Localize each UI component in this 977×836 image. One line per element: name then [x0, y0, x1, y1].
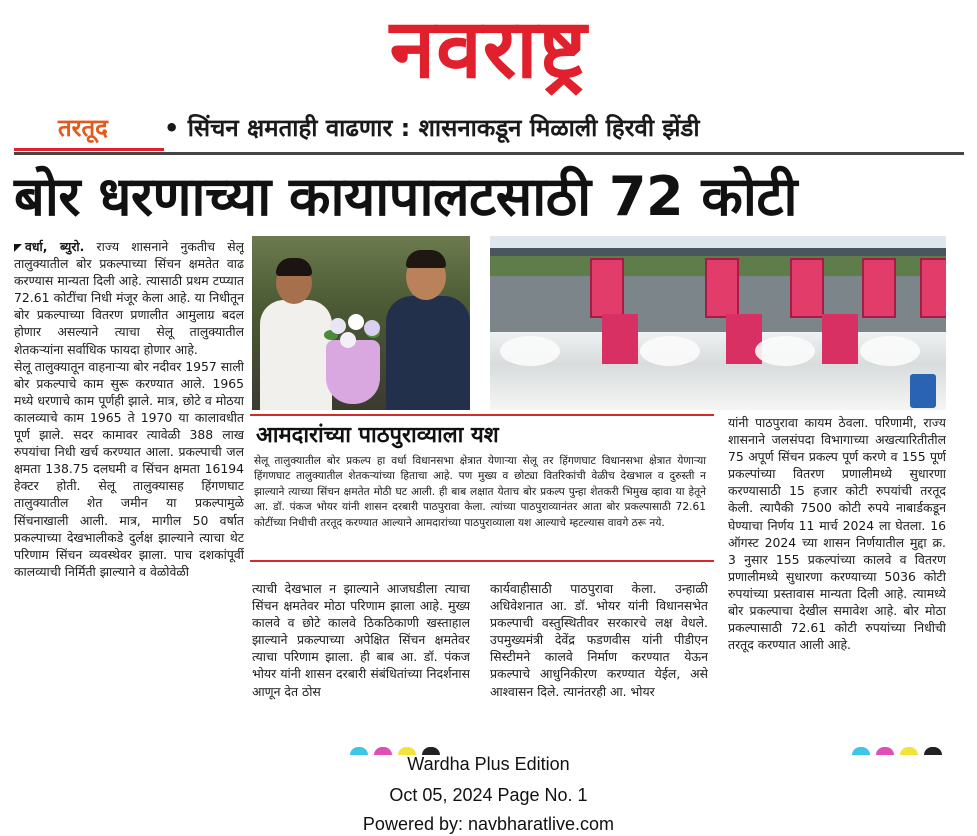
- article-column-3: [490, 580, 708, 738]
- kicker-subheading: • सिंचन क्षमताही वाढणार : शासनाकडून मिळाली हिरवी झेंडी: [164, 114, 700, 142]
- masthead: [0, 0, 977, 108]
- sidebar-title: आमदारांच्या पाठपुराव्याला यश: [256, 423, 499, 448]
- sidebar-text: सेलू तालुक्यातील बोर प्रकल्प हा वर्धा विधानसभा क्षेत्रात येणाऱ्या सेलू तर हिंगणघाट विधानसभा क्षेत्रात येणाऱ्या हिंगणघाट तालुक्यातील शेतकऱ्यांच्या हिताचा आहे. पण मुख्य व छोट्या वितरिकांची वेळीच देखभाल व दुरुस्ती न झाल्याने त्याच्या सिंचन क्षमतेत मोठी घट आली. ही बाब लक्षात येताच बोर प्रकल्प पुन्हा शेतकरी भिमुख व्हावा या हेतूने आ. डॉ. पंकज भोयर यांनी शासन दरबारी पाठपुरावा केला. त्यांच्या पाठपुराव्यानंतर आता बोर प्रकल्पासाठी 72.61 कोटींच्या निधीची तरतूद करण्यात आल्याने आमदारांच्या पाठपुराव्याला यश आल्याचे म्हटल्यास वावगे ठरू नये.: [254, 455, 706, 529]
- article-lead-paragraph: [14, 238, 244, 358]
- article-paragraph-3: त्याची देखभाल न झाल्याने आजघडीला त्याचा सिंचन क्षमतेवर मोठा परिणाम झाला आहे. मुख्य कालवे व छोटे कालवे ठिकठिकाणी खस्ताहाल झाल्याने प्रकल्पाच्या अपेक्षित सिंचन क्षमतेवर त्याचा परिणाम झाला. ही बाब आ. डॉ. पंकज भोयर यांनी शासन दरबारी संबंधितांच्या निदर्शनास आणून देत ठोस: [252, 581, 470, 699]
- bouquet-icon: [318, 314, 388, 404]
- section-tag-underline: [14, 148, 164, 151]
- section-tag: तरतूद: [58, 114, 108, 142]
- person-right-figure: [382, 246, 470, 410]
- photo-bor-dam: [490, 236, 946, 410]
- kicker-row: [14, 110, 964, 150]
- headline-rule: [14, 152, 964, 155]
- article-column-4: [728, 414, 946, 738]
- article-paragraph-5: यांनी पाठपुरावा कायम ठेवला. परिणामी, राज्य शासनाने जलसंपदा विभागाच्या अखत्यारितीतील 75 अपूर्ण सिंचन प्रकल्प पूर्ण करणे व 155 पूर्ण प्रकल्पांच्या वितरण प्रणालीमध्ये सुधारणा करण्यासाठी 15 हजार कोटी रुपयांची तरतूद केली. त्यापैकी 7500 कोटी रुपये नाबार्डकडून घेण्याचा निर्णय 11 मार्च 2024 ला घेतला. 16 ऑगस्ट 2024 च्या शासन निर्णयातील मुद्दा क्र. 3 नुसार 155 प्रकल्पांच्या कालवे व वितरण प्रणालीमध्ये सुधारणा करण्याच्या 5036 कोटी रुपयांच्या प्रस्तावास मान्यता दिली आहे. त्यामध्ये बोर प्रकल्पाचा देखील समावेश आहे. बोर मोठा प्रकल्पासाठी 72.61 कोटी रुपयांच्या निधीची तरतूद करण्यात आली आहे.: [728, 415, 946, 653]
- article-column-2: [252, 580, 470, 738]
- newspaper-logo: नवराष्ट्र: [389, 2, 588, 97]
- sidebar-bottom-rule: [250, 560, 714, 562]
- article-column-1: [14, 238, 244, 738]
- print-registration-marks-right: [852, 740, 948, 750]
- print-registration-marks: [350, 740, 446, 750]
- lead-text: राज्य शासनाने नुकतीच सेलू तालुक्यातील बोर प्रकल्पाच्या सिंचन क्षमतेत वाढ करण्यास मान्यता दिली आहे. त्यासाठी प्रथम टप्प्यात 72.61 कोटींचा निधी मंजूर केला आहे. या निधीतून बोर प्रकल्पाच्या वितरण प्रणालीत आमुलाग्र बदल होणार असल्याने त्याचा सेलू तालुक्यातील शेतकऱ्यांना सर्वाधिक फायदा होणार आहे.: [14, 239, 244, 357]
- dateline-marker-icon: [14, 244, 22, 252]
- sidebar-box: [250, 414, 714, 566]
- sidebar-top-rule: [250, 414, 714, 416]
- article-paragraph-4: कार्यवाहीसाठी पाठपुरावा केला. उन्हाळी अधिवेशनात आ. डॉ. भोयर यांनी विधानसभेत प्रकल्पाची वस्तुस्थितीवर सरकारचे लक्ष वेधले. उपमुख्यमंत्री देवेंद्र फडणवीस यांनी पीडीएन सिस्टीमने कालवे निर्माण करण्यात येऊन प्रकल्पाचे आधुनिकीरण करण्यात येईल, असे आश्वासन दिले. त्यानंतरही आ. भोयर: [490, 581, 708, 699]
- article-paragraph-2: सेलू तालुक्यातून वाहनाऱ्या बोर नदीवर 1957 साली बोर प्रकल्पाचे काम सुरू करण्यात आले. 1965 मध्ये धरणाचे काम पूर्णही झाले. मात्र, छोटे व मोठया कालव्याचे काम 1965 ते 1970 या कालावधीत पूर्ण झाले. सदर कामावर त्यावेळी 388 लाख रुपयांचा निधी खर्च करण्यात आला. प्रकल्पाची जल क्षमता 138.75 दलघमी व सिंचन क्षमता 16194 हेक्टर होती. सेलू तालुक्यासह हिंगणघाट तालुक्यातील शेत जमीन या प्रकल्पामुळे सिंचनाखाली आली. मात्र, मागील 50 वर्षात प्रकल्पाच्या देखभालीकडे दुर्लक्ष झाल्याने त्याचा थेट परिणाम सिंचन व्यवस्थेवर झाला. पाच दशकांपूर्वी कालव्याची निर्मिती झाल्याने व वेळोवेळी: [14, 358, 244, 579]
- footer-powered-by: Powered by: navbharatlive.com: [362, 814, 615, 834]
- photo-mla-felicitation: [252, 236, 470, 410]
- dateline: वर्धा, ब्युरो.: [25, 239, 85, 254]
- footer-date-page: Oct 05, 2024 Page No. 1: [389, 785, 588, 805]
- footer-edition: Wardha Plus Edition: [407, 754, 570, 774]
- page-headline: बोर धरणाच्या कायापालटसाठी 72 कोटी: [14, 165, 798, 228]
